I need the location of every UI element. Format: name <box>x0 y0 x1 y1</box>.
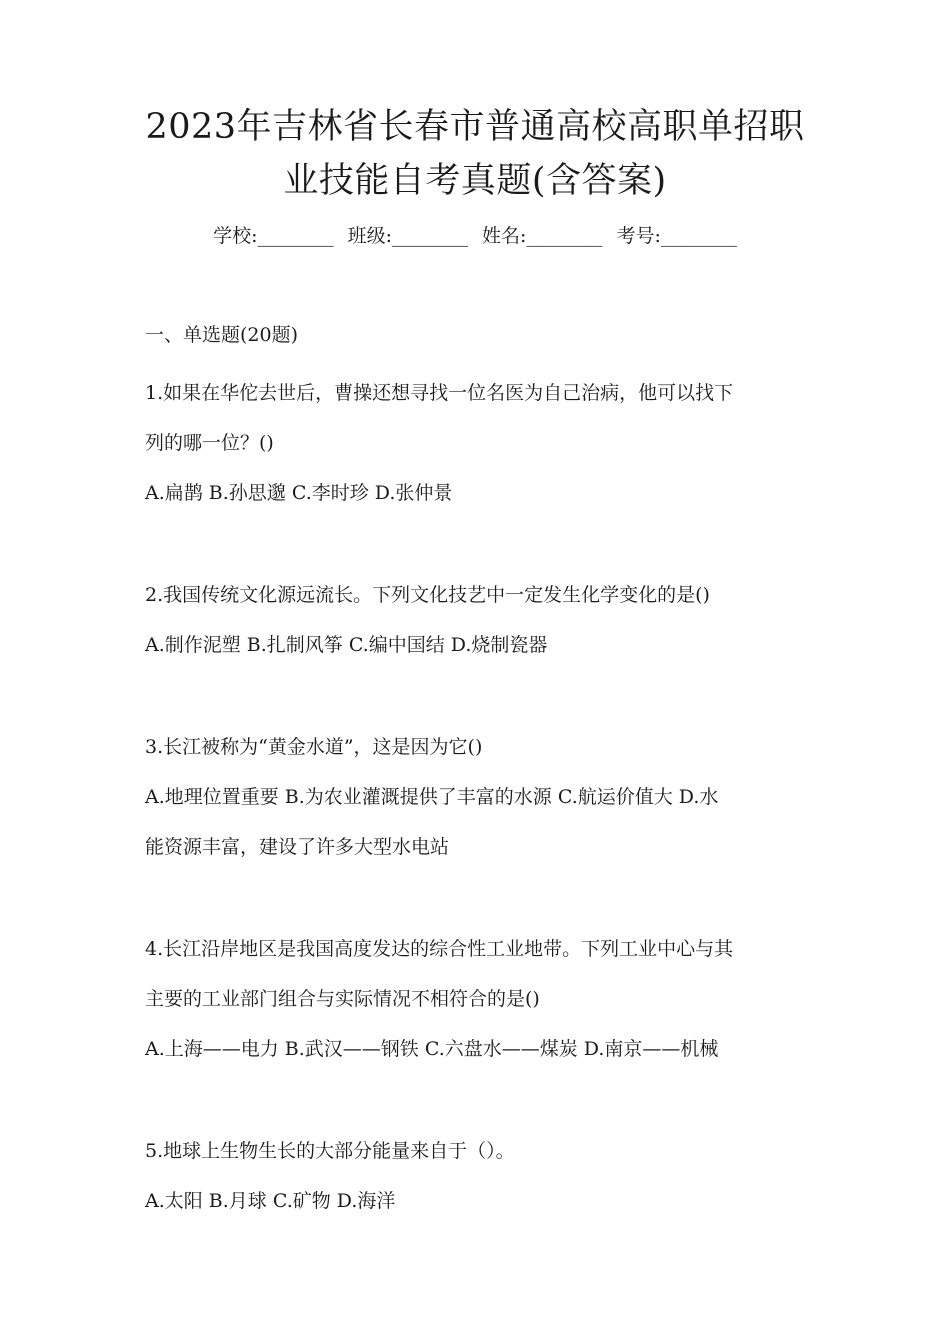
question-5 <box>145 1126 815 1226</box>
question-options: A.地理位置重要 B.为农业灌溉提供了丰富的水源 C.航运价值大 D.水 <box>145 786 719 808</box>
question-1 <box>145 368 815 518</box>
question-options: A.制作泥塑 B.扎制风筝 C.编中国结 D.烧制瓷器 <box>145 634 548 656</box>
question-options: A.太阳 B.月球 C.矿物 D.海洋 <box>145 1190 396 1212</box>
question-3 <box>145 722 815 872</box>
question-stem: 3.长江被称为“黄金水道”，这是因为它() <box>145 736 483 758</box>
question-stem: 列的哪一位？() <box>145 432 274 454</box>
title-line-2: 业技能自考真题(含答案) <box>283 161 667 201</box>
question-2 <box>145 570 815 670</box>
question-stem: 主要的工业部门组合与实际情况不相符合的是() <box>145 988 540 1010</box>
exam-number-field: 考号:________ <box>616 225 737 247</box>
question-options: 能资源丰富，建设了许多大型水电站 <box>145 836 450 858</box>
school-field: 学校:________ <box>213 225 334 247</box>
question-options: A.上海——电力 B.武汉——钢铁 C.六盘水——煤炭 D.南京——机械 <box>145 1038 719 1060</box>
class-field: 班级:________ <box>347 225 468 247</box>
title-line-1: 2023年吉林省长春市普通高校高职单招职 <box>145 107 805 147</box>
student-info-row <box>100 222 850 250</box>
document-title <box>100 100 850 208</box>
question-stem: 1.如果在华佗去世后，曹操还想寻找一位名医为自己治病，他可以找下 <box>145 382 734 404</box>
question-4 <box>145 924 815 1074</box>
section-heading: 一、单选题(20题) <box>145 324 299 346</box>
question-stem: 2.我国传统文化源远流长。下列文化技艺中一定发生化学变化的是() <box>145 584 710 606</box>
question-options: A.扁鹊 B.孙思邈 C.李时珍 D.张仲景 <box>145 482 453 504</box>
question-stem: 5.地球上生物生长的大部分能量来自于（）。 <box>145 1140 515 1162</box>
name-field: 姓名:________ <box>482 225 603 247</box>
exam-content <box>145 320 815 1278</box>
question-stem: 4.长江沿岸地区是我国高度发达的综合性工业地带。下列工业中心与其 <box>145 938 734 960</box>
